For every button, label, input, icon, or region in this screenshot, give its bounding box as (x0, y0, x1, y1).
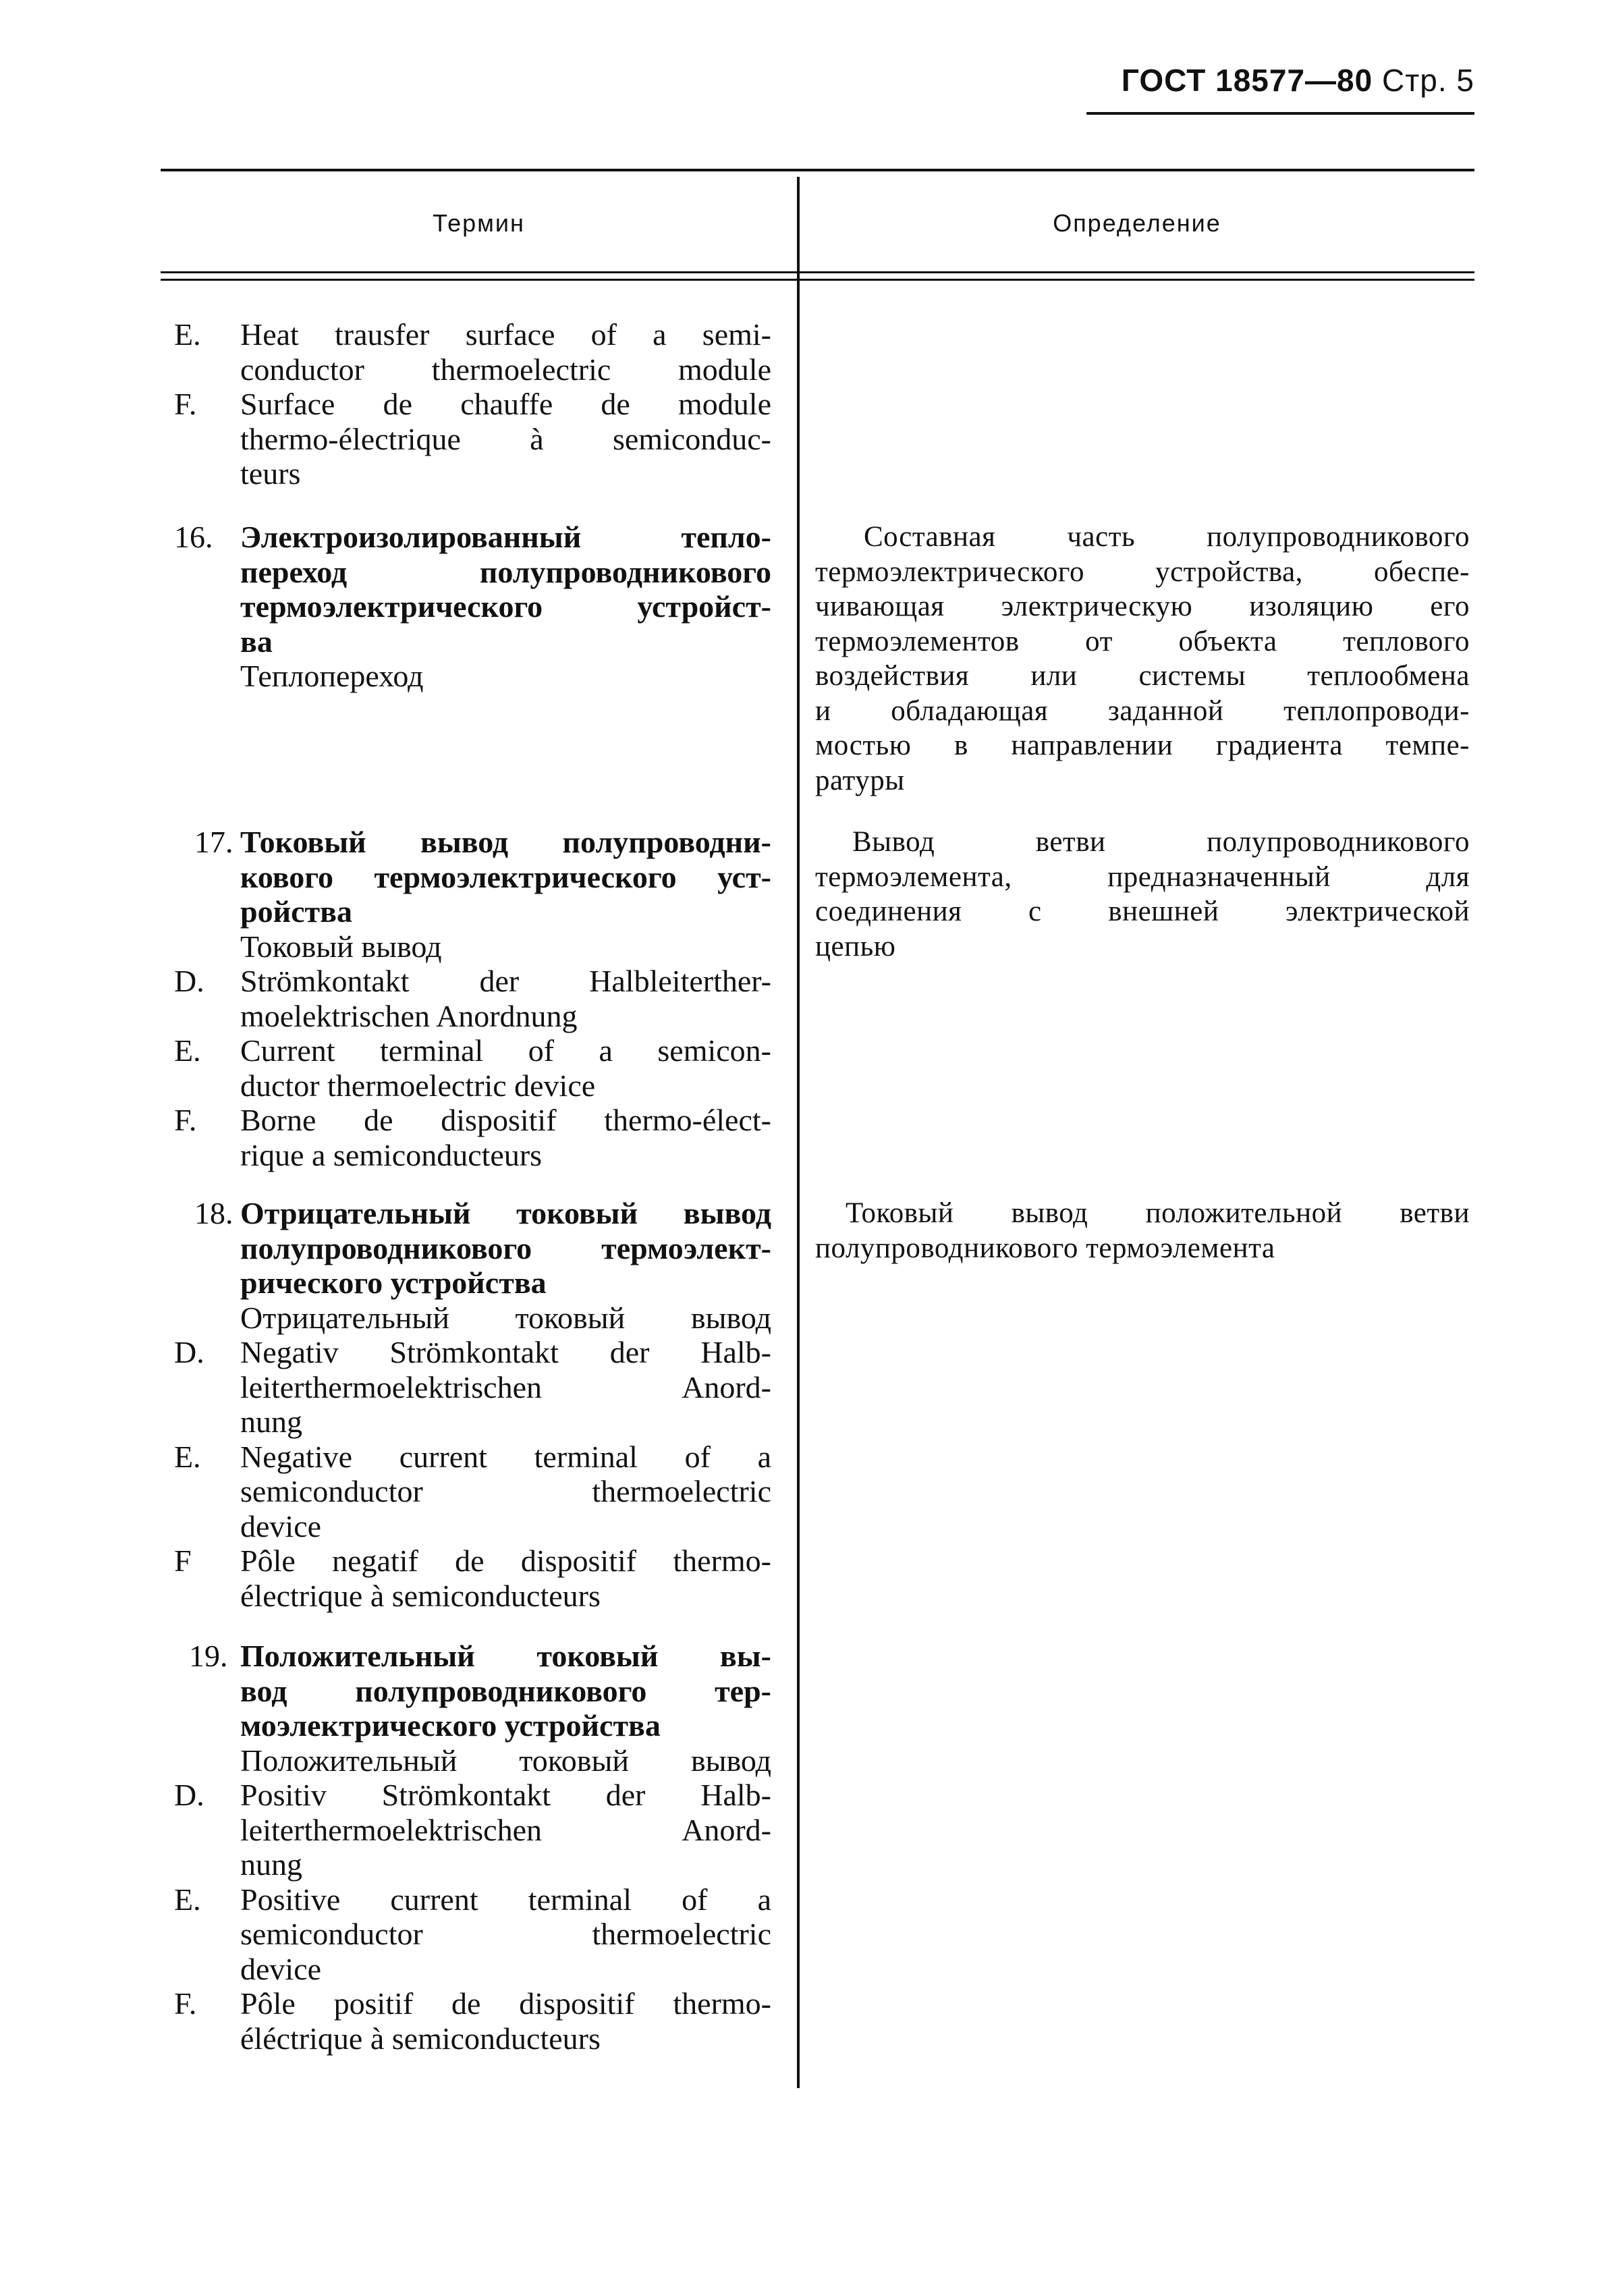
translation-fr: F. Surface de chauffe de module thermo-électrique à semiconduc- teurs (174, 387, 771, 491)
translation-de: D. Negativ Strömkontakt der Halb- leiterthermoelektrischen Anord- nung (174, 1335, 771, 1439)
short-term: Теплопереход (240, 659, 424, 693)
term-entry-18: 18. Отрицательный токовый вывод полупроводникового термоэлект- рического устройства Отрицательный токовый вывод D. Negativ Strömkontakt der Halb- leiterthermoelektrischen Anord- nung E. Negative current terminal of a semiconductor thermoelectric device F Pôle negatif de dispositif thermo- électrique à semiconducteurs (174, 1196, 771, 1613)
table-top-rule (161, 169, 1474, 171)
translation-en: E. Current terminal of a semicon- ductor thermoelectric device (174, 1033, 771, 1103)
translation-de: D. Strömkontakt der Halbleiterther- moelektrischen Anordnung (174, 964, 771, 1033)
column-header-term: Термин (433, 209, 525, 237)
short-term: Отрицательный токовый вывод (240, 1300, 771, 1335)
translation-fr: F Pôle negatif de dispositif thermo- électrique à semiconducteurs (174, 1543, 771, 1613)
term-entry-16: 16. Электроизолированный тепло- переход полупроводникового термоэлектрического устройст- ва Теплопереход (174, 520, 771, 693)
term-continuation (174, 317, 771, 491)
translation-fr: F. Borne de dispositif thermo-élect- rique a semiconducteurs (174, 1103, 771, 1172)
standard-number: ГОСТ 18577—80 (1121, 63, 1373, 98)
table-head-rule-upper (161, 271, 1474, 273)
translation-en: E. Negative current terminal of a semiconductor thermoelectric device (174, 1439, 771, 1543)
term-number: 17. (194, 825, 233, 859)
translation-en: E. Heat trausfer surface of a semi- conductor thermoelectric module (174, 317, 771, 387)
translation-fr: F. Pôle positif de dispositif thermo- éléctrique à semiconducteurs (174, 1986, 771, 2056)
page-number: Стр. 5 (1381, 63, 1474, 98)
term-number: 19. (189, 1639, 228, 1673)
short-term: Положительный токовый вывод (240, 1743, 771, 1778)
term-number: 16. (174, 520, 213, 554)
column-divider (797, 177, 800, 2088)
definition-entry-17: Вывод ветви полупроводникового термоэлемента, предназначенный для соединения с внешней электрической цепью (815, 826, 1470, 962)
term-entry-19: 19. Положительный токовый вы- вод полупроводникового тер- моэлектрического устройства Положительный токовый вывод D. Positiv Strömkontakt der Halb- leiterthermoelektrischen Anord- nung E. Positive current terminal of a semiconductor thermoelectric device F. Pôle positif de dispositif thermo- éléctrique à semiconducteurs (174, 1639, 771, 2056)
short-term: Токовый вывод (240, 929, 442, 964)
term-entry-17: 17. Токовый вывод полупроводни- кового термоэлектрического уст- ройства Токовый вывод D. Strömkontakt der Halbleiterther- moelektrischen Anordnung E. Current terminal of a semicon- ductor thermoelectric device F. Borne de dispositif thermo-élect- rique a semiconducteurs (174, 825, 771, 1172)
definition-entry-16: Составная часть полупроводникового термоэлектрического устройства, обеспе- чивающая электрическую изоляцию его термоэлементов от объекта теплового воздействия или системы теплообмена и обладающая заданной теплопроводи- мостью в направлении градиента темпе- ратуры (815, 521, 1470, 796)
header-rule (1086, 112, 1474, 115)
term-number: 18. (194, 1196, 233, 1230)
column-header-definition: Определение (1053, 209, 1221, 237)
page-header (1086, 62, 1474, 99)
table-head-rule-lower (161, 279, 1474, 281)
translation-de: D. Positiv Strömkontakt der Halb- leiterthermoelektrischen Anord- nung (174, 1778, 771, 1882)
translation-en: E. Positive current terminal of a semiconductor thermoelectric device (174, 1882, 771, 1986)
definition-entry-18: Токовый вывод положительной ветви полупроводникового термоэлемента (815, 1197, 1470, 1264)
